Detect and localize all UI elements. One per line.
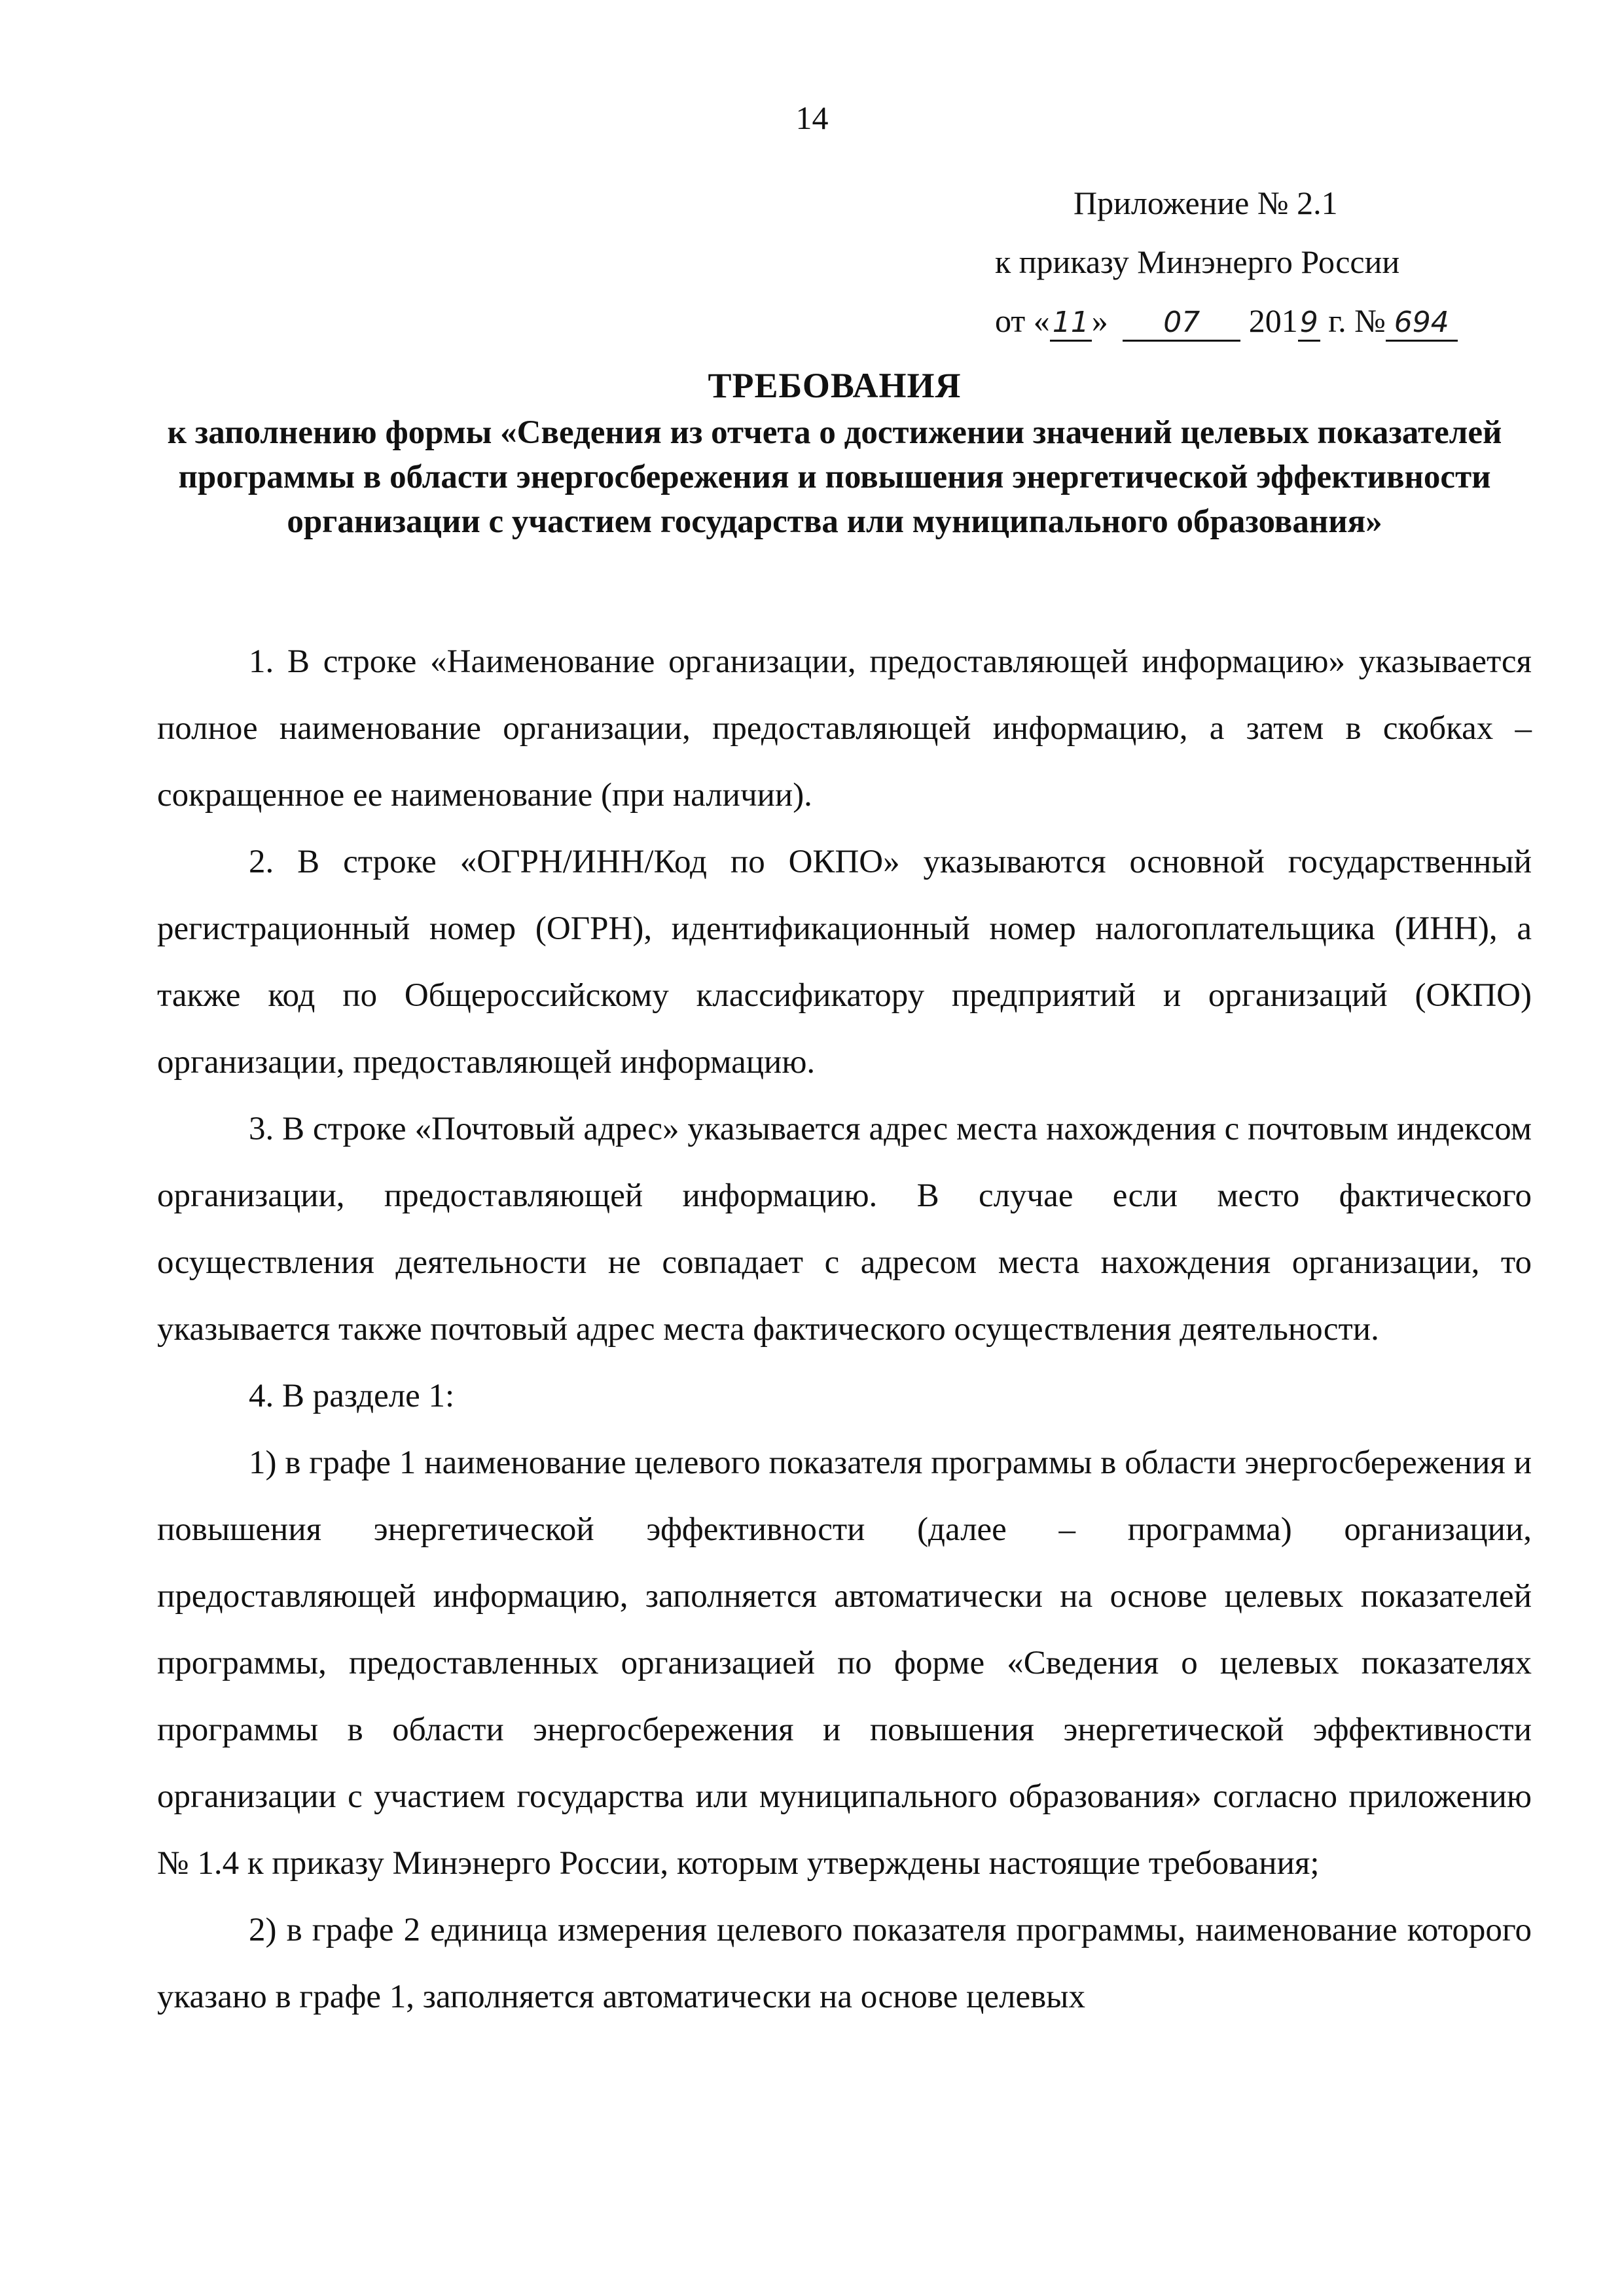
appendix-date-line [995,291,1519,350]
title-heading: ТРЕБОВАНИЯ [708,366,962,405]
year-prefix: 201 [1248,302,1298,339]
appendix-reference [995,173,1519,350]
paragraph-3: 3. В строке «Почтовый адрес» указывается адрес места нахождения с почтовым индексом организации, предоставляющей информацию. В случае если место фактического осуществления деятельности не совпадает с адресом места нахождения организации, то указывается также почтовый адрес места фактического осуществления деятельности. [157,1111,1532,1348]
paragraph-4: 4. В разделе 1: [249,1378,455,1414]
handwritten-order-number: 694 [1386,306,1458,342]
handwritten-year-digit: 9 [1298,306,1320,342]
appendix-title: Приложение № 2.1 [1074,185,1338,221]
paragraph-2: 2. В строке «ОГРН/ИНН/Код по ОКПО» указываются основной государственный регистрационный номер (ОГРН), идентификационный номер налогоплательщика (ИНН), а также код по Общероссийскому классификатору предприятий и организаций (ОКПО) организации, предоставляющей информацию. [157,844,1532,1081]
handwritten-day: 11 [1050,306,1092,342]
title-subtitle: к заполнению формы «Сведения из отчета о достижении значений целевых показателей программы в области энергосбережения и повышения энергетической эффективности организации с участием государства или муниципального образования» [167,414,1502,540]
paragraph-4-item-2: 2) в графе 2 единица измерения целевого показателя программы, наименование которого указано в графе 1, заполняется автоматически на основе целевых [157,1912,1532,2015]
document-title [157,363,1512,544]
document-body [157,628,1532,2030]
date-prefix: от « [995,302,1050,339]
paragraph-1: 1. В строке «Наименование организации, предоставляющей информацию» указывается полное наименование организации, предоставляющей информацию, а затем в скобках – сокращенное ее наименование (при наличии). [157,643,1532,814]
appendix-order-reference: к приказу Минэнерго России [995,243,1400,280]
page-number: 14 [795,99,829,136]
year-suffix: г. № [1320,302,1386,339]
handwritten-month: 07 [1123,306,1240,342]
paragraph-4-item-1: 1) в графе 1 наименование целевого показателя программы в области энергосбережения и повышения энергетической эффективности (далее – программа) организации, предоставляющей информацию, заполняется автоматически на основе целевых показателей программы, предоставленных организацией по форме «Сведения о целевых показателях программы в области энергосбережения и повышения энергетической эффективности организации с участием государства или муниципального образования» согласно приложению № 1.4 к приказу Минэнерго России, которым утверждены настоящие требования; [157,1444,1532,1882]
date-quote-close: » [1091,302,1108,339]
